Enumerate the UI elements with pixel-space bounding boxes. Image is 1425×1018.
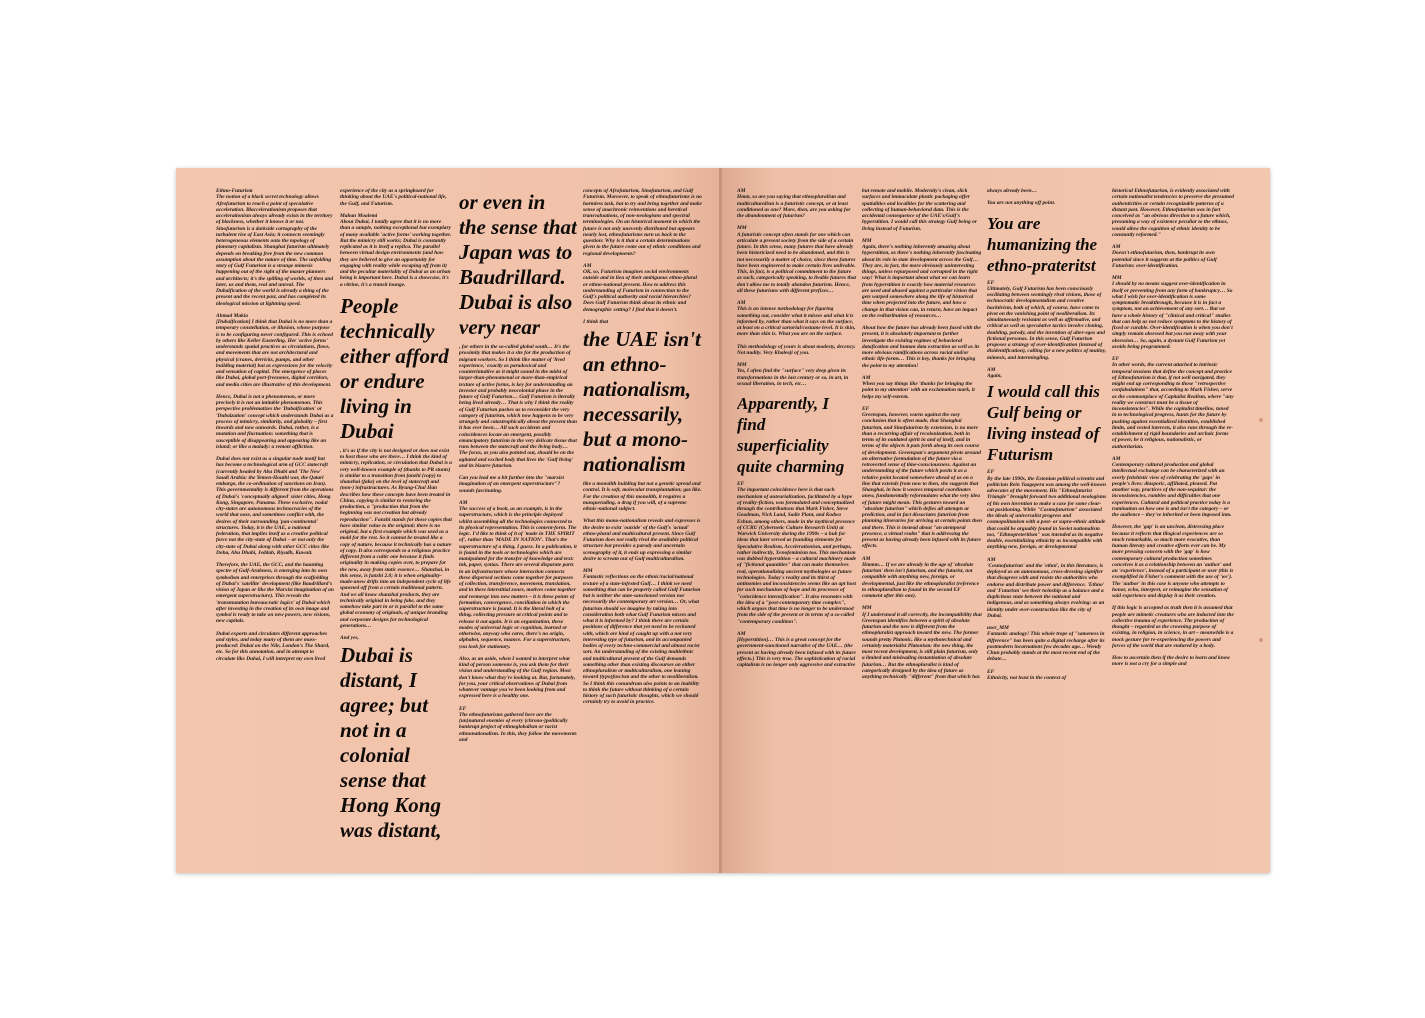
paragraph: When you say things like 'thanks for bringing the point to my attention' with an exclamation mark, it helps my self-esteem.: [862, 381, 975, 400]
paragraph: If this logic is accepted as truth then it is assumed that people are mimetic creatures who are inducted into the collective trauma of experience. The production of thought – regarded as the crowning purpose of existing, in religion, in science, in art – meanwhile is a mock gesture for re-experiencing the powers and forces of the world that are endured by a body.: [1112, 605, 1234, 649]
speaker-name: MM: [862, 605, 872, 612]
paragraph: A futuristic concept often stands for one which can articulate a present society from the side of a certain future. In this sense, many futures that have already been historicized need to be abandoned, and this is not necessarily a matter of choice, since these futures have been engineered to make certain lives unlivable. This, in fact, is a political commitment to the future as such, categorically speaking, to livable futures that don't allow me to totally abandon futurism. Hence, all these futurisms with different prefixes…: [737, 231, 857, 294]
pull-quote: Dubai is distant, I agree; but not in a colonial sense that Hong Kong was distant,: [340, 643, 442, 843]
right-column-1: [737, 188, 857, 860]
paragraph: Yes, I often find the "surface" very deep given its transformations in the last century or so, in art, in sexual liberation, in tech, etc…: [737, 368, 849, 387]
speaker-name: AM: [1112, 244, 1121, 250]
paragraph: In other words, the current attached to intrinsic temporal tensions that define the concept and practice of Ethnofuturism is that, if not well navigated, they might end up corresponding to those "retrospective confabulations" that, according to Mark Fisher, serve as the commonplace of Capitalist Realism, where "any reality we construct must be a tissue of inconsistencies". While the capitalist timeline, tuned in to technological progress, hunts for the future by pushing against essentialized identities, established limits, and vested interests, it also runs through the re-establishment of rigid boundaries and archaic forms of power, be it religious, nationalistic, or authoritarian.: [1112, 362, 1234, 450]
paragraph: Doesn't ethnofuturism, then, bankrupt its own potential since it suggests at the politics of Gulf Futurism: over-identification.: [1112, 250, 1217, 269]
pull-quote: or even in the sense that Japan was to Baudrillard. Dubai is also very near: [459, 190, 577, 339]
paragraph: Ethnicity, not least in the context of: [987, 674, 1067, 681]
paragraph: Greenspan, however, warns against the easy conclusion that is often made, that Shanghai futurism, and Sinofuturism by extension, is no more than a recurring affair of recolonization, both in terms of its outdated spirit in and of itself, and in terms of the objects it puts forth along its own course of development. Greenspan's argument pivots around an alternative formulation of the future via a retroverted sense of time-consciousness. Against an understanding of the future which posits it as a relative point located somewhere ahead of us on a line that extends from now to then, she suggests that Shanghai, in how it weaves temporal coordinates anew, fundamentally reformulates what the very idea of future might mean. This gestures toward an "absolute futurism" which defies all attempts at prediction, and in fact dissociates futurism from planning itineraries for arriving at certain points then and there. This is instead about "an atemporal presence, a virtual realm" that is addressing the present as having already been infused with its future effects.: [862, 412, 982, 550]
paragraph: Contemporary cultural production and global intellectual exchange can be characterized with an overly fetishistic view of celebrating the 'gaps' in people's lives: diasporic, affiliated, pleased. Put another way, practices of the non-sequitur: the inconsistencies, rumbles and difficulties that one experiences. Cultural and political practice today is a rumination on how one is and isn't the category – or the audience – they've inherited or been imposed into.: [1112, 462, 1232, 518]
speaker-name: AM: [737, 300, 746, 306]
paragraph: but remote and mobile. Modernity's clean, slick surfaces and immaculate plastic packaging offer spatialities and localities for the scattering and collecting of human-behavioral data. This is the accidental consequence of the UAE's/Gulf's hyperstition. I would call this strategy Gulf being or living instead of Futurism.: [862, 188, 977, 232]
left-column-1: [216, 188, 334, 860]
paragraph: Dubai does not exist as a singular node motif but has become a technological arm of GCC statecraft (currently headed by Abu Dhabi and 'The New' Saudi Arabia: the Yemen-Houthi war, the Qatari embargo, the co-ordination of sanctions on Iran). This governmentality is different from the operations of Dubai's 'conceptually aligned' sister cities, Hong Kong, Singapore, Panama. These exclusive, nodal city-states are autonomous technocracies of the world that ooze, and sometimes conflict with, the desires of their surrounding 'pan-continental' structures. Today, it is the UAE, a national federation, that implies itself as a creative political force not the city-state of Dubai – or not only the city-state of Dubai along with other GCC cities like Doha, Abu Dhabi, Jeddah, Riyadh, Kuwait.: [216, 456, 334, 556]
paragraph: concepts of Afrofuturism, Sinofuturism, and Gulf Futurism. Moreover, to speak of ethnofuturisms is no harmless task, but to try and bring together and make sense of anachronic reinventions and heretical transvaluations, of non-neologisms and spectral terminologies. On an historical moment in which the future is not only unevenly distributed but appears nearly lost, ethnofuturisms turn us back to the question: Why is it that a certain determinations given to the future come out of ethnic conditions and regional developments?: [583, 188, 702, 257]
paragraph: The notion of a black secret technology allows Afrofuturism to reach a point of speculative acceleration. Blaccelerationism proposes that accelerationism always already exists in the territory of blackness, whether it knows it or not. Sinofuturism is a darkside cartography of the turbulent rise of East Asia; it connects seemingly heterogeneous elements onto the topology of planetary capitalism. Shanghai futurism ultimately depends on breaking free from the new common assumption about the nature of time. The unfolding story of Gulf Futurism is a strange mimesis happening out of the sight of the master planners and architects; it's the spilling of worlds, of then and later, us and them, real and unreal. The Dubaification of the world is already a thing of the present and the recent past, and has completed its ideological mission at lightning speed.: [216, 194, 334, 307]
speaker-name: EF: [737, 481, 745, 487]
paragraph: What this mono-nationalism reveals and expresses is the desire to exist 'outside' of the Gulf's 'actual' ethno-plural and multicultural present. Since Gulf Futurism does not really rival the available political structure but provides a parody and uncertain scenography of it, it ends up expressing a similar desire to scream out of Gulf multiculturalism.: [583, 518, 701, 562]
speaker-name: AM: [737, 188, 746, 194]
paragraph: By the late 1990s, the Estonian political scientist and politician Rein Taagepera was among the well-known advocates of the movement. His "Ethnofuturist Triangle" brought forward two additional neologisms of his own invention to make a case for some clear-cut positioning. While "Cosmofuturism" associated the ideals of universalist progress and cosmopolitanism with a post- or supra-ethnic attitude that could be arguably found in Soviet nationalism too, "Ethnopreteritism" was intended as its negative double, essentializing ethnicity as incompatible with anything new, foreign, or developmental: [987, 475, 1107, 551]
speaker-name: Again,: [987, 373, 1002, 379]
paragraph: Hmmm… If we are already in the age of 'absolute futurism' then isn't futurism, and the futurist, not compatible with anything new, foreign, or developmental, just like the ethnopluralist (reference to ethnopluralism to found in the second EF comment after this one).: [862, 561, 980, 599]
binding-hole: [1259, 418, 1263, 422]
paragraph: The important coincidence here is that such mechanism of auteurialization, facilitated by a hype of reality-fiction, was formulated and conceptualized through the contributions that Mark Fisher, Steve Goodman, Nick Land, Sadie Plant, and Kodwo Eshun, among others, made in the mythical presence of CCRU (Cybernetic Culture Research Unit) at Warwick University during the 1990s – a hub for ideas that later served as founding elements for Speculative Realism, Accelerationism, and perhaps, rather indirectly, Xenofeminism too. This mechanism was dubbed hyperstition – a cultural machinery made of "fictional quantities" that can make themselves real, operationalizing ancient mythologies as future technologies. Today's reality and its thirst of antinomies and inconsistencies seems like an apt host for such mechanism of hope and its processes of "coincidence intensification". It also resonates with the idea of a "post-contemporary time complex", which argues that time is no longer to be understood from the side of the present or in terms of a so-called "contemporary condition".: [737, 487, 857, 625]
paragraph: always already been…: [987, 188, 1038, 194]
speaker-name: user_MM: [987, 625, 1009, 631]
speaker-name: MM: [737, 225, 747, 232]
right-column-4: [1112, 188, 1234, 860]
paragraph: 'Cosmofuturism' and the 'ethni', in this literature, is deployed as an autonomous, cross-dressing signifier that disagrees with and resists the authorities who endorse and distribute power and difference. 'Ethno' and 'Futurism' see their twinship as a balance and a duplicitous state between the national and indigenous, and as something always evolving: as an identity under over-construction like the city of Dubai.: [987, 562, 1105, 619]
pull-quote: People technically either afford or endure living in Dubai: [340, 293, 449, 443]
right-column-3: [987, 188, 1107, 860]
speaker-name: EF: [987, 279, 995, 286]
pull-quote: the UAE isn't an ethno-nationalism, necessarily, but a mono-nationalism: [583, 327, 701, 476]
speaker-name: EF: [459, 705, 467, 712]
pull-quote: Apparently, I find superficiality quite charming: [737, 394, 845, 476]
paragraph: Can you lead me a bit further into the "marxist imagination of an emergent superstructure"? sounds fascinating.: [459, 475, 564, 494]
speaker-name: MM: [737, 362, 747, 368]
speaker-name: I think that: [583, 318, 609, 325]
speaker-name: AM: [862, 374, 871, 381]
speaker-name: AM: [862, 555, 871, 562]
paragraph: The ethnofuturisms gathered here are the (un)natural enemies of every (chrono-)politically bankrupt project of ethnoglobalism or racist ethnonationalism. In this, they follow the movements and: [459, 711, 577, 743]
paragraph: Fantastic reflections on the ethnic/racial/national texture of a state-infested Gulf… I think we need something that can be properly called Gulf Futurism but is neither the state-sanctioned version nor necessarily the contemporary art version… Or, what futurism should we imagine by taking into consideration both what Gulf Futurism misses and what it is informed by? I think there are certain positions of difference that yet need to be reckoned with, which are kind of caught up with a not very interesting type of futurism, and its accompanied bodies of every techno-commercial and almost racist sort. An understanding of the existing multiethnic and multicultural present of the Gulf demands something other than existing discourses on either ethnopluralism or multiculturalism, one leaning toward (typo)fascism and the other to neoliberalism. So I think this conundrum also points to an inability to think the future without thinking of a certain history of such futuristic thoughts, which we should certainly try to avoid in practice.: [583, 574, 701, 706]
left-column-2: [340, 188, 452, 860]
paragraph: I should by no means suggest over-identification in itself or preventing from any form of bankruptcy… So what I wish for over-identification is some symptomatic breakthrough, because it is in fact a symptom, not an achievement of any sort… But we have a whole history of "clinical and critical" studies that can help us not reduce symptoms to the history of fixed or curable. Over-identification is when you don't simply remain obsessed but you run away with your obsession… So, again, a dystant Gulf Futurism yet avoids being programmed.: [1112, 281, 1233, 350]
paragraph: Also, as an aside, when I wanted to interpret what kind of person someone is, you ask them for their vision and understanding of the Gulf region. Most don't know what they're looking at. But, fortunately, for you, your critical observations of Dubai from whatever vantage you've been looking from and expressed here is a healthy one.: [459, 655, 576, 700]
paragraph: like a monolith building but not a genetic spread and control. It is soft, molecular transplantation; gas like. For the creation of this monolith, it requires a masquerading, a drag if you will, of a supreme ethnic-national subject.: [583, 481, 702, 512]
paragraph: Dubai exports and circulates different approaches and styles, and today many of them are mass-produced: Dubai on the Nile, London's The Shard, etc. So for this annotation, and in attempt to circulate like Dubai, I will interpret my own lived: [216, 630, 330, 662]
paragraph: experience of the city as a springboard for thinking about the UAE's political-national life, the Gulf, and Futurism.: [340, 188, 447, 207]
left-page: [176, 168, 722, 873]
paragraph: , it's as if the city is not designed or does not exist to host those who are there… I think the kind of mimicry, replication, or circulation that Dubai is a very well-known example of (thanks to PR stunts) is similar to a transition from fanzhi (copy) to shanzhai (fake) on the level of statecraft and (non-) infrastructures. As Byung-Chul Han describes how these concepts have been treated in China, copying is similar to restoring the production, a "production that from the beginning was not creation but already reproduction". Fanzhi stands for those copies that have similar value to the original; there is no original, but a first example which was used as a mold for the rest. So it cannot be treated like a copy of nature, because it technically has a nature of copy. It also corresponds to a religious practice different from a cultic one because it finds originality in making copies over, to prepare for the new, away from static essence… Shanzhai, in this sense, is fanzhi 2.0; it is when originality-made-anew drifts into an independent cycle of life spawned off from a certain traditional pattern. And we all know shanzhai products, they are technically original in being fake, and they somehow take part in or is parallel to the same global economy of originals, of unique branding and corporate designs for technological generations…: [340, 447, 452, 629]
section-heading: Ethno-Futurism: [216, 188, 253, 194]
paragraph: How to ascertain then if the desire to learn and know more is not a cry for a simple and: [1112, 655, 1231, 668]
pull-quote: You are humanizing the ethno-prateritst: [987, 213, 1098, 275]
paragraph: Hmm, so are you saying that ethnopluralism and multiculturalism is a futuristic concept, or at least conditioned as one? More, then, are you asking for the abandonment of futurism?: [737, 194, 851, 219]
right-column-2: [862, 188, 982, 860]
speaker-name: And yes,: [340, 635, 359, 641]
speaker-name: MM: [1112, 275, 1122, 281]
paragraph: About how the future has already been fused with the present, it is absolutely important to further investigate the existing regimes of behavioral datafication and human data extraction as well as its more obvious ramifications across racial and/or ethnic life-forms… This is key, thanks for bringing the point to my attention!: [862, 325, 981, 369]
right-page: [722, 168, 1270, 873]
speaker-name: AM: [459, 499, 468, 506]
speaker-name: AM: [987, 556, 996, 563]
left-column-4: [583, 188, 703, 860]
paragraph: Fantastic analogy! This whole trope of "sameness in difference" has been quite a digital recharge after its postmodern incarnations few decades ago… Wendy Chun probably stands at the most recent end of the debate…: [987, 631, 1105, 663]
paragraph: About Dubai, I totally agree that it is no more than a sample, nothing exceptional but exemplary of many available 'active forms' working together. But the mimicry still works; Dubai is constantly replicated as it is itself a replica. The parallel between virtual design environments (and how they are believed to give an opportunity for engaging with reality while escaping off from it) and the peculiar materiality of Dubai as an urban being is important here. Dubai is a showcase, it's a vitrine, it's a transit lounge.: [340, 219, 452, 288]
speaker-name: AM: [737, 630, 746, 637]
speaker-name: Mahan Moalemi: [340, 212, 378, 219]
paragraph: historical Ethnofuturism, is evidently associated with certain nationalist tendencies to preserve the presumed authenticities or certain recognizable patterns of a distant past. However, Ethnofuturism was in fact conceived as "an obvious direction to a future which, presuming a way of existence peculiar to the ethnos, would allow the cognition of ethnic identity to be constantly reformed.": [1112, 188, 1234, 238]
speaker-name: MM: [583, 568, 593, 574]
paragraph: However, the 'gap' is an unclean, distressing place because it reflects that illogical experiences are so much remarkable, so much more evocative, than human literary and creative efforts ever can be. My more pressing concern with the 'gap' is how contemporary cultural production sometimes conceives it as a relationship between an 'author' and an 'experience', instead of a participant or user (this is exemplified in Fisher's comment with the use of 'we'). The 'author' in this case is anyone who attempts to honor, echo, interpret, or reimagine the sensation of said experience and display it as their creation.: [1112, 524, 1234, 599]
paragraph: This is an intense methodology for figuring something out, consider what it misses and what it is informed by, rather than what it says on the surface, at least on a critical sartorial/costume level. It is skin, more than skin is. What you are on the surface.: [737, 306, 856, 338]
speaker-name: EF: [987, 469, 995, 476]
pull-quote: I would call this Gulf being or living instead of Futurism: [987, 382, 1100, 465]
speaker-name: AM: [583, 262, 592, 269]
paragraph: If I understood it all correctly, the incompatibility that Greenspan identifies between a spirit of absolute futurism and the new is different from the ethnopluralist approach toward the new. The former sounds pretty Platonic, like a mythotechnical and certainly materialist Platonism: the new thing, the most recent development, is still plain futurism, only a limited and misleading instantiation of absolute futurism… But the ethnopluralist is kind of categorically designed by the idea of future as anything technically "different" from that which has: [862, 611, 982, 680]
paragraph: Ultimately, Gulf Futurism has been consciously oscillating between seemingly rival visions, those of technocratic developmentalism and creative hacktivism, both of which, of course, have come to pivot on the vanishing point of neoliberalism. Its simultaneously resistant as well as affirmative, and critical as well as speculative tactics involve cloning, doubling, parody, and the invention of alter-egos and fictional personas. In this sense, Gulf Futurism proposes a strategy of over-identification (instead of disidentification), calling for a new politics of mutiny, mimesis, and intermingling.: [987, 285, 1107, 361]
paragraph: Again, there's nothing inherently amazing about hyperstition, as there's nothing inherently fascinating about its role in state development across the Gulf… They are, in fact, the more obviously uninteresting things, unless repurposed and corrupted in the right way! What is important about what we can learn from hyperstition is exactly how material resources are used and abused against a particular vision that gets warped somewhere along the life of historical time when projected into the future, and how a change in that vision can, in return, have an impact on the redistribution of resources…: [862, 244, 982, 319]
newspaper-spread: [176, 168, 1270, 873]
paragraph: OK, so, Futurism imagines social environments outside and in lieu of their ambiguous ethno-plural or ethno-national present. How to address this understanding of Futurism in connection to the Gulf's political authority and racial hierarchies? Does Gulf Futurism think about its ethnic and demographic setting? I find that it doesn't.: [583, 269, 697, 313]
speaker-name: AM: [1112, 455, 1121, 462]
speaker-name: AM: [987, 366, 996, 373]
left-column-3: [459, 188, 577, 860]
paragraph: You are not anything off point.: [987, 200, 1056, 207]
paragraph: , for others in the so-called global south… It's the proximity that makes it a site for the production of migrant workers. So I think like matter of 'lived experience,' exactly as paradoxical and counterintuitive as it might sound in the midst of larger-than-phenomenal or more-than-empirical texture of active forms, is key for understanding an investor and probably neocolonial phase in the future of Gulf Futurism… Gulf Futurism is literally being lived already… That is why I think the reality of Gulf Futurism pushes us to reconsider the very category of futurism, which now happens to be very strangely and catastrophically about the present than it has ever been… All such accidents and coincidences locate an emergent, possibly emancipatory futurism in the very delicate tissue that runs between the statecraft and the living body… The focus, as you also pointed out, should be on the agitated and excited body that lives the 'Gulf living' and its bizarre futurism.: [459, 344, 577, 469]
paragraph: Hence, Dubai is not a phenomenon, or more precisely it is not an imitable phenomenon. This perspective problematizes the 'Dubaification' or 'Dubaization' concept which understands Dubai as a process of mimicry, similarity, and globality – first inwards and now outwards. Dubai, rather, is a mutation and fluctuation: something that is susceptible of disappearing and appearing like an island; or like a malady: a remote affliction.: [216, 393, 334, 450]
paragraph: [Hyperstition]… This is a great concept for the government-sanctioned narrative of the UAE… (the present as having already been infused with its future effects.) This is very true. The sophistication of racial capitalism is no longer only aggressive and extractive: [737, 637, 856, 668]
paragraph: This methodology of yours is about modesty, decency. Not nudity. Very Khaleeji of you.: [737, 343, 856, 356]
binding-hole: [1259, 638, 1263, 642]
paragraph: [Dubaification] I think that Dubai is no more than a temporary constellation, or illusion, whose purpose is to be configuring never configured. This is echoed by others like Keller Easterling. Her 'active forms' understands spatial practices as circulations, flows, and movements that are not architectural and physical (cranes, derricks, pumps, and other building material) but as expressions for the velocity and sensation of capital. The emergence of places like Dubai, global port-freezones, digital corridors, and media cities are illustrative of this development.: [216, 319, 333, 388]
speaker-name: Ahmad Makia: [216, 312, 248, 319]
speaker-name: EF: [987, 668, 995, 675]
speaker-name: EF: [1112, 356, 1120, 362]
speaker-name: MM: [862, 237, 872, 244]
paragraph: The success of a book, as an example, is in the superstructure, which is the principle deployed whilst assembling all the technologies connected to its physical representation. This is content-form. The logic. I'd like to think of it of 'made in THE SPIRIT of', rather than 'MADE IN NATION'. That's the superstructure of a thing, I guess. In a publication, it is found in the tools or technologies which are manipulated for the transfer of knowledge and text: ink, paper, syntax. There are several disparate parts in an infrastructure whose interaction connects these dispersed sections come together for purposes of collection, transference, movement, translation, and in these interstitial zones, motives come together and reemerge into new matters – it is these points of formation, convergence, conciliation in which the superstructure is found. It is the literal bolt of a thing, collecting pressure at critical points and to release it out again. It is an organization, these modes of universal logic or cognition, learned or otherwise, anyway who cares, there's no origin, alphabet, sequence, nuance. For a superstructure, you look for stationary.: [459, 506, 577, 650]
paragraph: Therefore, the UAE, the GCC, and the haunting spectre of Gulf-Arabness, is emerging into its own symbolism and enterprises through the scaffolding of Dubai's 'satellite' development (like Baudrillard's vision of Japan or like the Marxist imagination of an emergent superstructure). This reveals the 'transmutation bureaucratic logics' of Dubai which after investing in the creation of its own image and symbol is ready to take on new powers, new visions, new capitals.: [216, 562, 334, 625]
speaker-name: EF: [862, 405, 870, 412]
